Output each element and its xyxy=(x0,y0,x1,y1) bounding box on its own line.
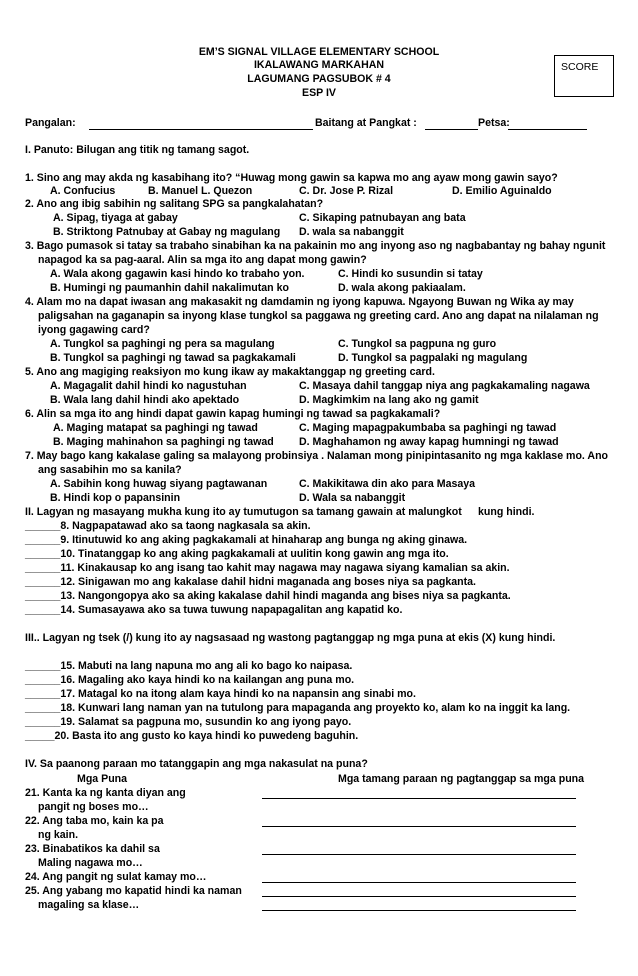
choice-2a: A. Sipag, tiyaga at gabay xyxy=(53,212,178,224)
item-24: 24. Ang pangit ng sulat kamay mo… xyxy=(25,871,207,883)
question-6: 6. Alin sa mga ito ang hindi dapat gawin kapag humingi ng tawad sa pagkakamali? xyxy=(25,408,441,420)
question-4: 4. Alam mo na dapat iwasan ang makasakit ng damdamin ng iyong kapuwa. Ngayong Buwan ng Wika ay may xyxy=(25,296,574,308)
item-16: ______16. Magaling ako kaya hindi ko na kailangan ang puna mo. xyxy=(25,674,355,686)
item-15: ______15. Mabuti na lang napuna mo ang ali ko bago ko naipasa. xyxy=(25,660,353,672)
choice-1b: B. Manuel L. Quezon xyxy=(148,185,253,197)
choice-2c: C. Sikaping patnubayan ang bata xyxy=(299,212,466,224)
choice-5d: D. Magkimkim na lang ako ng gamit xyxy=(299,394,479,406)
item-25-cont: magaling sa klase… xyxy=(38,899,140,911)
question-4-cont1: paligsahan na gaganapin sa inyong klase tungkol sa paggawa ng greeting card. Ano ang dapat na nilalaman ng xyxy=(38,310,599,322)
part4-instruction: IV. Sa paanong paraan mo tatanggapin ang mga nakasulat na puna? xyxy=(25,758,368,770)
score-label: SCORE xyxy=(561,61,599,73)
choice-6b: B. Maging mahinahon sa paghingi ng tawad xyxy=(53,436,274,448)
question-4-cont2: iyong gagawing card? xyxy=(38,324,150,336)
choice-4c: C. Tungkol sa pagpuna ng guro xyxy=(338,338,497,350)
question-3-cont: napagod ka sa pag-aaral. Alin sa mga ito ang dapat mong gawin? xyxy=(38,254,367,266)
answer-line-23[interactable] xyxy=(262,854,576,855)
quarter-title: IKALAWANG MARKAHAN xyxy=(253,59,385,71)
date-line[interactable] xyxy=(508,129,587,130)
choice-4a: A. Tungkol sa paghingi ng pera sa magulang xyxy=(50,338,275,350)
item-20: _____20. Basta ito ang gusto ko kaya hindi ko puwedeng baguhin. xyxy=(25,730,359,742)
choice-7d: D. Wala sa nabanggit xyxy=(299,492,406,504)
question-7: 7. May bago kang kakalase galing sa malayong probinsiya . Nalaman mong pinipintasanito ng mga kaklase mo. Ano xyxy=(25,450,609,462)
item-21-cont: pangit ng boses mo… xyxy=(38,801,149,813)
choice-6d: D. Maghahamon ng away kapag humningi ng tawad xyxy=(299,436,559,448)
answer-line-25b[interactable] xyxy=(262,910,576,911)
choice-7c: C. Makikitawa din ako para Masaya xyxy=(299,478,476,490)
name-line[interactable] xyxy=(89,129,313,130)
item-18: ______18. Kunwari lang naman yan na tutulong para mapaganda ang proyekto ko, alam ko na inggit ka lang. xyxy=(25,702,571,714)
item-8: ______8. Nagpapatawad ako sa taong nagkasala sa akin. xyxy=(25,520,311,532)
choice-7a: A. Sabihin kong huwag siyang pagtawanan xyxy=(50,478,268,490)
part2-instruction: II. Lagyan ng masayang mukha kung ito ay tumutugon sa tamang gawain at malungkot xyxy=(25,506,462,518)
grade-line[interactable] xyxy=(425,129,478,130)
choice-1d: D. Emilio Aguinaldo xyxy=(452,185,552,197)
choice-3b: B. Humingi ng paumanhin dahil nakalimutan ko xyxy=(50,282,289,294)
choice-5a: A. Magagalit dahil hindi ko nagustuhan xyxy=(50,380,247,392)
item-12: ______12. Sinigawan mo ang kakalase dahil hidni maganada ang boses niya sa pagkanta. xyxy=(25,576,476,588)
item-10: ______10. Tinatanggap ko ang aking pagkakamali at uulitin kong gawin ang mga ito. xyxy=(25,548,449,560)
choice-5c: C. Masaya dahil tanggap niya ang pagkakamaling nagawa xyxy=(299,380,590,392)
item-23: 23. Binabatikos ka dahil sa xyxy=(25,843,160,855)
part1-instruction: I. Panuto: Bilugan ang titik ng tamang sagot. xyxy=(25,144,250,156)
school-name: EM’S SIGNAL VILLAGE ELEMENTARY SCHOOL xyxy=(198,46,440,58)
part2-instruction-end: kung hindi. xyxy=(478,506,535,518)
column-header-puna: Mga Puna xyxy=(77,773,128,785)
choice-2b: B. Striktong Patnubay at Gabay ng magulang xyxy=(53,226,281,238)
item-22-cont: ng kain. xyxy=(38,829,79,841)
answer-line-25a[interactable] xyxy=(262,896,576,897)
date-label: Petsa: xyxy=(478,117,510,129)
choice-5b: B. Wala lang dahil hindi ako apektado xyxy=(50,394,240,406)
question-5: 5. Ano ang magiging reaksiyon mo kung ikaw ay makaktanggap ng greeting card. xyxy=(25,366,435,378)
item-14: ______14. Sumasayawa ako sa tuwa tuwung napapagalitan ang kapatid ko. xyxy=(25,604,403,616)
choice-3d: D. wala akong pakiaalam. xyxy=(338,282,466,294)
choice-1c: C. Dr. Jose P. Rizal xyxy=(299,185,394,197)
grade-label: Baitang at Pangkat : xyxy=(315,117,417,129)
choice-6c: C. Maging mapagpakumbaba sa paghingi ng tawad xyxy=(299,422,557,434)
score-box xyxy=(554,55,614,97)
item-9: ______9. Itinutuwid ko ang aking pagkakamali at hinaharap ang bunga ng aking ginawa. xyxy=(25,534,468,546)
choice-1a: A. Confucius xyxy=(50,185,116,197)
item-11: ______11. Kinakausap ko ang isang tao kahit may nagawa may nagawa siyang kamalian sa akin. xyxy=(25,562,510,574)
question-2: 2. Ano ang ibig sabihin ng salitang SPG sa pangkalahatan? xyxy=(25,198,324,210)
question-1: 1. Sino ang may akda ng kasabihang ito? “Huwag mong gawin sa kapwa mo ang ayaw mong gawin sayo? xyxy=(25,172,558,184)
choice-3c: C. Hindi ko susundin si tatay xyxy=(338,268,483,280)
name-label: Pangalan: xyxy=(25,117,76,129)
answer-line-22[interactable] xyxy=(262,826,576,827)
choice-6a: A. Maging matapat sa paghingi ng tawad xyxy=(53,422,258,434)
choice-7b: B. Hindi kop o papansinin xyxy=(50,492,181,504)
item-21: 21. Kanta ka ng kanta diyan ang xyxy=(25,787,186,799)
item-25: 25. Ang yabang mo kapatid hindi ka naman xyxy=(25,885,242,897)
item-19: ______19. Salamat sa pagpuna mo, susundin ko ang iyong payo. xyxy=(25,716,352,728)
item-17: ______17. Matagal ko na itong alam kaya hindi ko na napansin ang sinabi mo. xyxy=(25,688,416,700)
answer-line-24[interactable] xyxy=(262,882,576,883)
item-22: 22. Ang taba mo, kain ka pa xyxy=(25,815,164,827)
subject-title: ESP IV xyxy=(302,87,336,99)
choice-4b: B. Tungkol sa paghingi ng tawad sa pagkakamali xyxy=(50,352,296,364)
choice-2d: D. wala sa nabanggit xyxy=(299,226,404,238)
item-13: ______13. Nangongopya ako sa aking kakalase dahil hindi maganda ang bises niya sa pagkanta. xyxy=(25,590,511,602)
choice-3a: A. Wala akong gagawin kasi hindo ko trabaho yon. xyxy=(50,268,305,280)
item-23-cont: Maling nagawa mo… xyxy=(38,857,143,869)
answer-line-21[interactable] xyxy=(262,798,576,799)
column-header-paraan: Mga tamang paraan ng pagtanggap sa mga puna xyxy=(338,773,585,785)
part3-instruction: III.. Lagyan ng tsek (/) kung ito ay nagsasaad ng wastong pagtanggap ng mga puna at ekis (X) kung hindi. xyxy=(25,632,556,644)
question-3: 3. Bago pumasok si tatay sa trabaho sinabihan ka na pakainin mo ang inyong aso ng nagbabantay ng bahay ngunit xyxy=(25,240,606,252)
test-title: LAGUMANG PAGSUBOK # 4 xyxy=(247,73,391,85)
choice-4d: D. Tungkol sa pagpalaki ng magulang xyxy=(338,352,528,364)
question-7-cont: ang sasabihin mo sa kanila? xyxy=(38,464,182,476)
